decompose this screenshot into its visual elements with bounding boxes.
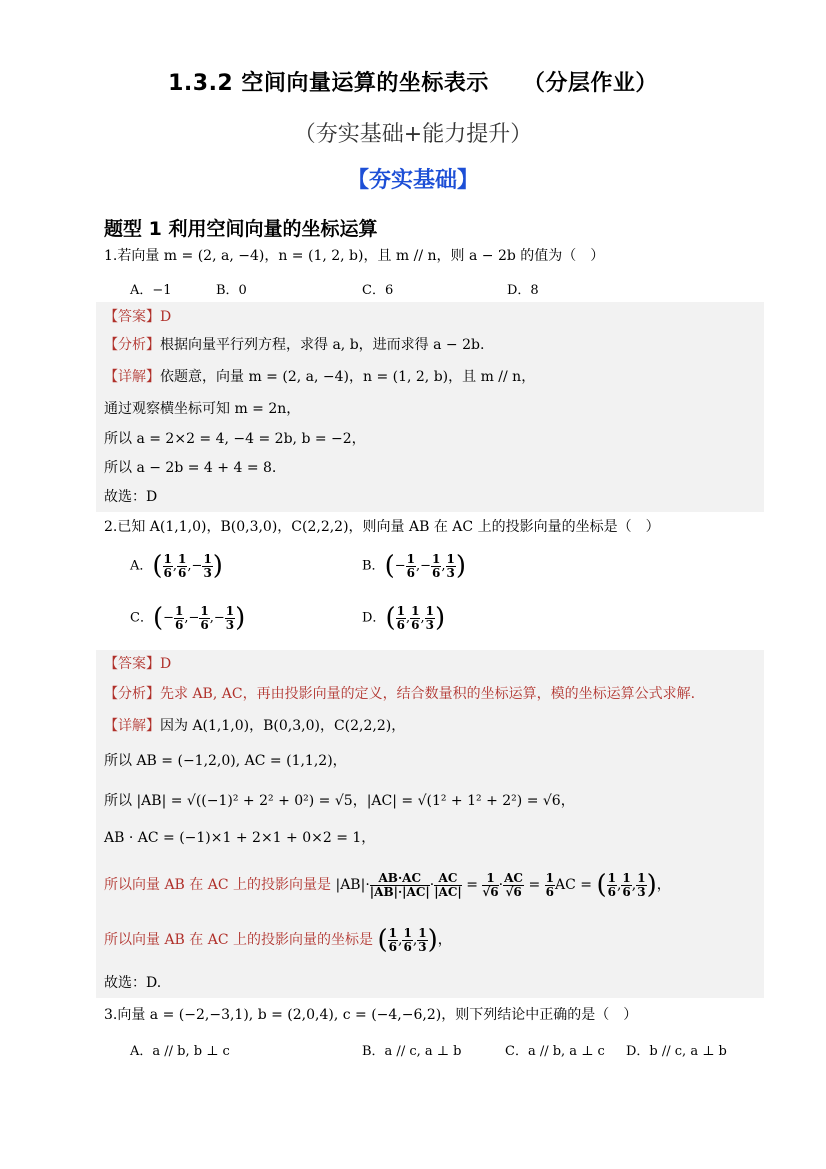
q2-detail-line-5: 所以向量 AB 在 AC 上的投影向量是 |AB|· $\frac{AB\cdot AC}{|AB|\cdot|AC|}$ · $\frac{AC}{|AC|}$ = $\frac{1}{√6}$ · $\frac{AC}{√6}$ = $\frac{1}{6}$ AC = ( $\frac{1}{6}$ , $\frac{1}{6}$ , $\frac{1}{3}$ )， bbox=[104, 870, 671, 900]
question-1-stem: 1.若向量 m = (2, a, −4)，n = (1, 2, b)，且 m // n，则 a − 2b 的值为（ ） bbox=[104, 248, 605, 264]
q2-analysis: 【分析】先求 AB, AC，再由投影向量的定义，结合数量积的坐标运算，模的坐标运算公式求解. bbox=[104, 686, 696, 702]
q2-detail-line-7: 故选：D. bbox=[104, 975, 162, 991]
q2-detail-line-6: 所以向量 AB 在 AC 上的投影向量的坐标是 ( $\frac{1}{6}$ , $\frac{1}{6}$ , $\frac{1}{3}$ )， bbox=[104, 925, 452, 955]
q3-option-d: D．b // c, a ⊥ b bbox=[626, 1044, 727, 1059]
q1-option-c: C．6 bbox=[362, 283, 394, 298]
q2-option-c: C．(− $\frac{1}{6}$ ,− $\frac{1}{6}$ ,− $\frac{1}{3}$ ) bbox=[130, 603, 246, 633]
q1-option-b: B．0 bbox=[216, 283, 247, 298]
q1-answer: 【答案】D bbox=[104, 309, 172, 325]
q2-answer: 【答案】D bbox=[104, 656, 172, 672]
page-title: 1.3.2 空间向量运算的坐标表示 （分层作业） bbox=[168, 71, 658, 96]
q2-detail-line-3: 所以 |AB| = √((−1)² + 2² + 0²) = √5，|AC| = √(1² + 1² + 2²) = √6， bbox=[104, 793, 575, 809]
q1-option-d: D．8 bbox=[507, 283, 539, 298]
q2-option-b: B．(− $\frac{1}{6}$ ,− $\frac{1}{6}$ , $\frac{1}{3}$ ) bbox=[362, 551, 467, 581]
q1-detail-line-4: 所以 a − 2b = 4 + 4 = 8. bbox=[104, 460, 277, 476]
q1-analysis: 【分析】根据向量平行列方程，求得 a, b，进而求得 a − 2b. bbox=[104, 337, 485, 353]
section-heading: 【夯实基础】 bbox=[346, 168, 479, 193]
q2-option-a: A．( $\frac{1}{6}$ , $\frac{1}{6}$ ,− $\frac{1}{3}$ ) bbox=[130, 551, 223, 581]
question-3-stem: 3.向量 a = (−2,−3,1), b = (2,0,4), c = (−4,−6,2)，则下列结论中正确的是（ ） bbox=[104, 1007, 638, 1023]
q2-detail-line-2: 所以 AB = (−1,2,0), AC = (1,1,2)， bbox=[104, 753, 347, 769]
q2-detail-line-1: 【详解】因为 A(1,1,0)，B(0,3,0)，C(2,2,2)， bbox=[104, 718, 406, 734]
page-subtitle: （夯实基础+能力提升） bbox=[293, 122, 533, 147]
q2-detail-line-4: AB · AC = (−1)×1 + 2×1 + 0×2 = 1， bbox=[104, 830, 376, 846]
q1-option-a: A．−1 bbox=[130, 283, 172, 298]
q1-detail-line-5: 故选：D bbox=[104, 489, 158, 505]
topic-heading: 题型 1 利用空间向量的坐标运算 bbox=[104, 218, 378, 240]
q3-option-b: B．a // c, a ⊥ b bbox=[362, 1044, 462, 1059]
q1-detail-line-1: 【详解】依题意，向量 m = (2, a, −4)，n = (1, 2, b)，且 m // n， bbox=[104, 369, 536, 385]
q2-option-d: D．( $\frac{1}{6}$ , $\frac{1}{6}$ , $\frac{1}{3}$ ) bbox=[362, 603, 446, 633]
q3-option-c: C．a // b, a ⊥ c bbox=[505, 1044, 605, 1059]
q1-detail-line-2: 通过观察横坐标可知 m = 2n， bbox=[104, 401, 301, 417]
q3-option-a: A．a // b, b ⊥ c bbox=[130, 1044, 230, 1059]
question-2-stem: 2.已知 A(1,1,0)，B(0,3,0)，C(2,2,2)，则向量 AB 在 AC 上的投影向量的坐标是（ ） bbox=[104, 519, 660, 535]
q1-detail-line-3: 所以 a = 2×2 = 4, −4 = 2b, b = −2， bbox=[104, 431, 366, 447]
